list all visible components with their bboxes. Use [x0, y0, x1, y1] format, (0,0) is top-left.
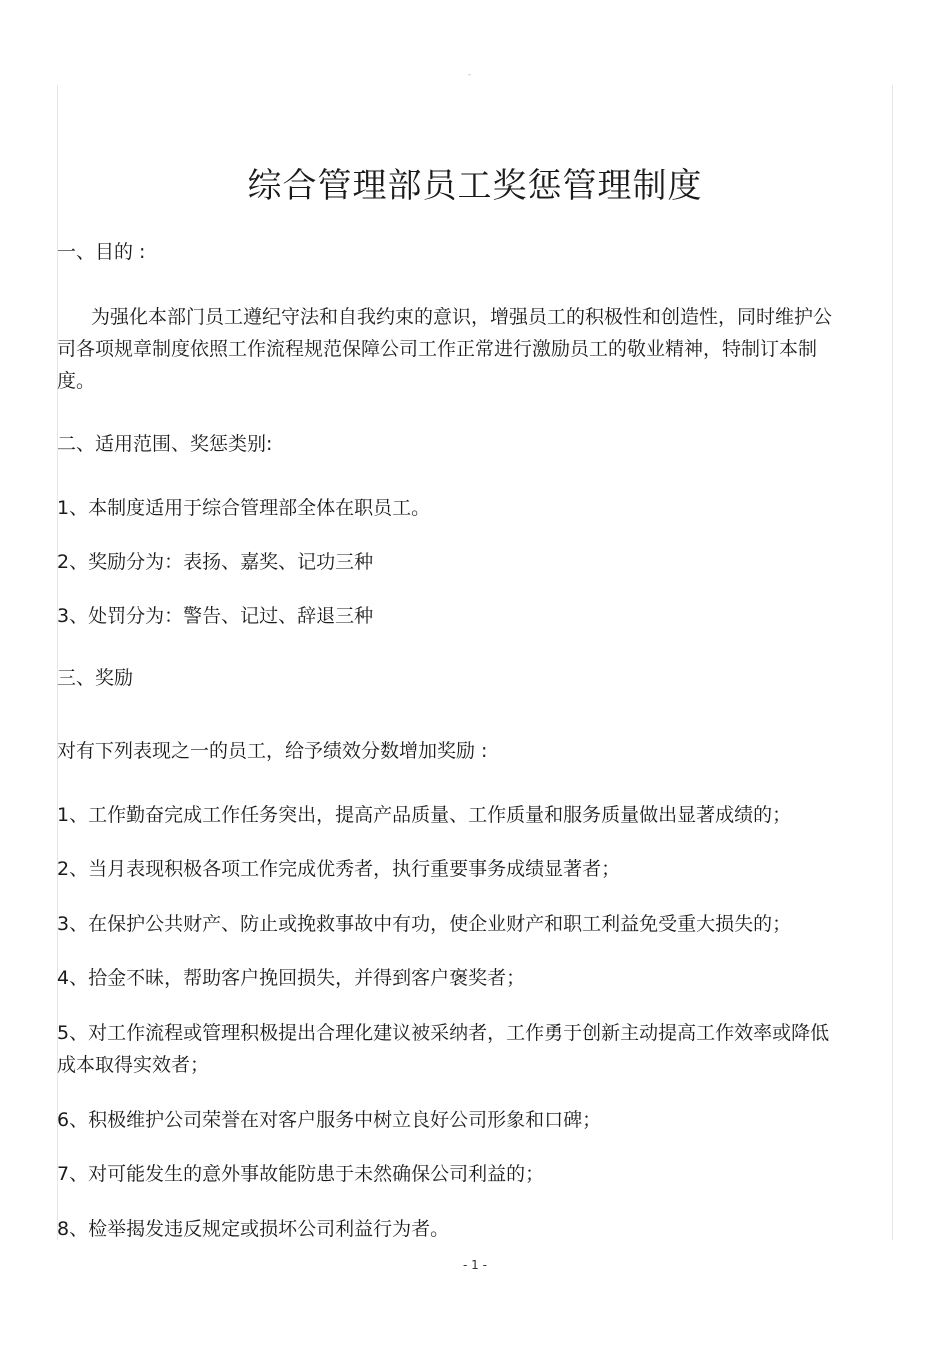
page-border-right	[892, 85, 893, 1240]
section-heading-purpose: 一、目的 :	[57, 241, 146, 263]
list-item: 1、本制度适用于综合管理部全体在职员工。	[57, 497, 431, 519]
list-item: 8、检举揭发违反规定或损坏公司利益行为者。	[57, 1218, 450, 1240]
section-heading-scope: 二、适用范围、奖惩类别:	[57, 433, 273, 455]
list-item: 5、对工作流程或管理积极提出合理化建议被采纳者，工作勇于创新主动提高工作效率或降低成本取得实效者；	[57, 1022, 830, 1076]
list-item: 7、对可能发生的意外事故能防患于未然确保公司利益的；	[57, 1163, 545, 1185]
list-item: 4、拾金不昧，帮助客户挽回损失，并得到客户褒奖者；	[57, 967, 526, 989]
purpose-paragraph: 为强化本部门员工遵纪守法和自我约束的意识，增强员工的积极性和创造性，同时维护公司各项规章制度依照工作流程规范保障公司工作正常进行激励员工的敬业精神，特制订本制度。	[57, 306, 833, 392]
list-item: 6、积极维护公司荣誉在对客户服务中树立良好公司形象和口碑；	[57, 1109, 602, 1131]
list-item: 3、处罚分为：警告、记过、辞退三种	[57, 605, 374, 627]
page-number: - 1 -	[463, 1258, 487, 1272]
top-mark: -	[468, 70, 471, 79]
list-item: 3、在保护公共财产、防止或挽救事故中有功，使企业财产和职工利益免受重大损失的；	[57, 913, 792, 935]
list-item: 2、奖励分为：表扬、嘉奖、记功三种	[57, 551, 374, 573]
rewards-intro: 对有下列表现之一的员工，给予绩效分数增加奖励 :	[57, 740, 488, 762]
list-item: 2、当月表现积极各项工作完成优秀者，执行重要事务成绩显著者；	[57, 858, 621, 880]
list-item: 1、工作勤奋完成工作任务突出，提高产品质量、工作质量和服务质量做出显著成绩的；	[57, 804, 792, 826]
document-title: 综合管理部员工奖惩管理制度	[247, 166, 703, 206]
section-heading-rewards: 三、奖励	[57, 667, 134, 689]
